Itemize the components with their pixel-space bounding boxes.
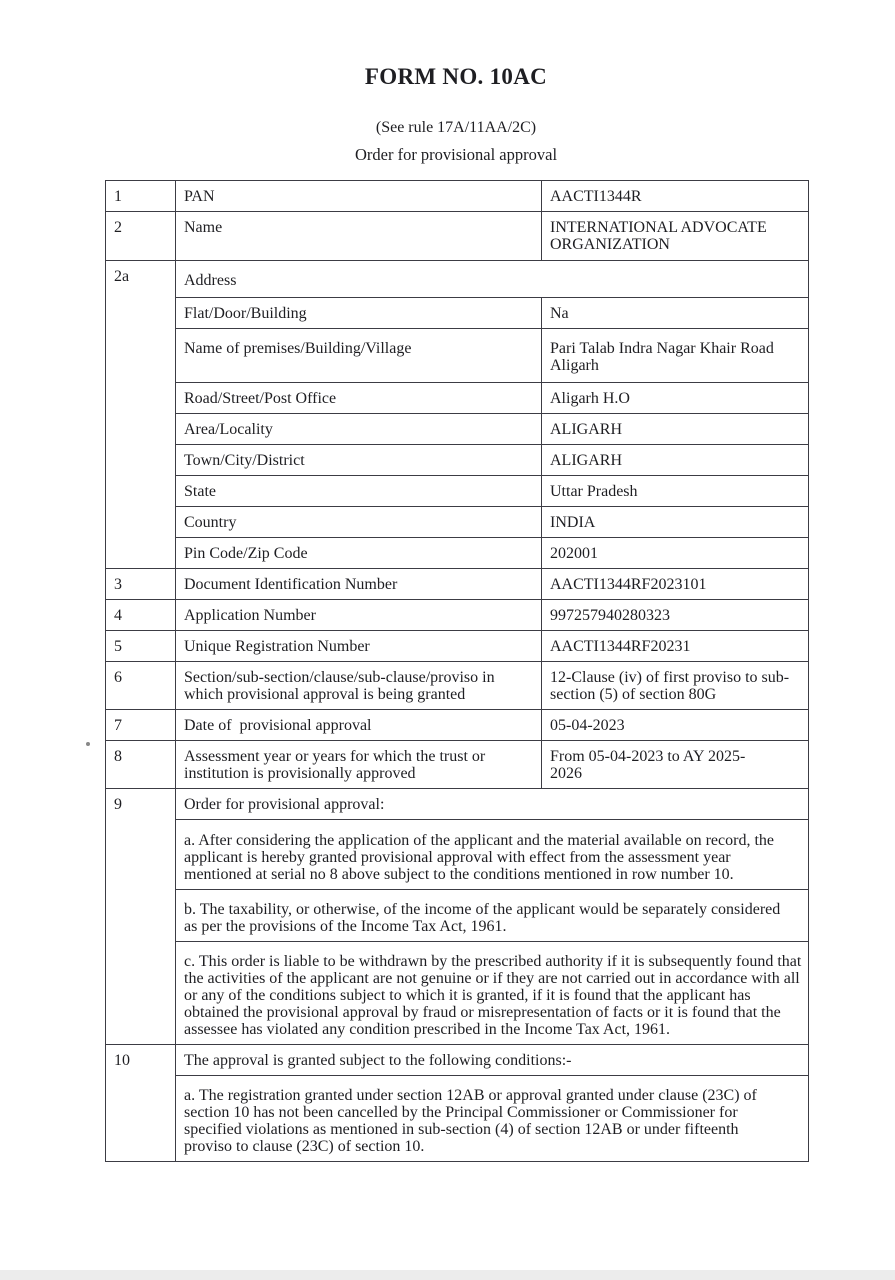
row-number: 2a [106,261,176,569]
field-value: AACTI1344R [542,181,809,212]
name-line-1: INTERNATIONAL ADVOCATE [550,219,767,236]
address-area [106,414,809,445]
conditions-clause-a [106,1076,809,1162]
field-label: State [176,476,542,507]
field-label: Date of provisional approval [176,710,542,741]
field-value: ALIGARH [542,445,809,476]
name-line-2: ORGANIZATION [550,236,670,253]
field-value: 05-04-2023 [542,710,809,741]
row-name [106,212,809,261]
row-number: 10 [106,1045,176,1162]
field-value: AACTI1344RF20231 [542,631,809,662]
field-label: Order for provisional approval: [176,789,809,820]
form-table [105,180,809,1162]
row-number: 3 [106,569,176,600]
field-label: Name of premises/Building/Village [176,329,542,383]
field-label: Name [176,212,542,261]
address-flat [106,298,809,329]
scan-speck [86,742,90,746]
row-number: 7 [106,710,176,741]
address-state [106,476,809,507]
field-label: Area/Locality [176,414,542,445]
address-road [106,383,809,414]
row-number: 4 [106,600,176,631]
order-clause-b [106,890,809,942]
address-premises [106,329,809,383]
row-number: 9 [106,789,176,1045]
field-label: Road/Street/Post Office [176,383,542,414]
field-value: Uttar Pradesh [542,476,809,507]
field-value: Na [542,298,809,329]
form-subtitle: Order for provisional approval [354,145,558,164]
row-address [106,261,809,298]
row-number: 2 [106,212,176,261]
row-pan [106,181,809,212]
field-label: The approval is granted subject to the following conditions:- [176,1045,809,1076]
clause-text: b. The taxability, or otherwise, of the income of the applicant would be separately considered as per the provisions of the Income Tax Act, 1961. [176,890,809,942]
field-value [542,212,809,261]
page-bottom-edge [0,1270,895,1280]
order-clause-c [106,942,809,1045]
row-order [106,789,809,820]
row-urn [106,631,809,662]
field-label: Application Number [176,600,542,631]
field-label: Document Identification Number [176,569,542,600]
clause-text: a. The registration granted under section 12AB or approval granted under clause (23C) of section 10 has not been cancelled by the Principal Commissioner or Commissioner for specified violations as mentioned in sub-section (4) of section 12AB or under fifteenth proviso to clause (23C) of section 10. [176,1076,809,1162]
field-value: 202001 [542,538,809,569]
row-approval-date [106,710,809,741]
field-label: Address [176,261,809,298]
row-application-number [106,600,809,631]
field-label: Country [176,507,542,538]
row-number: 1 [106,181,176,212]
field-label: Pin Code/Zip Code [176,538,542,569]
field-value: Pari Talab Indra Nagar Khair Road Aligarh [542,329,809,383]
row-number: 6 [106,662,176,710]
field-label: Assessment year or years for which the trust or institution is provisionally approved [176,741,542,789]
field-label: PAN [176,181,542,212]
field-value: ALIGARH [542,414,809,445]
address-pin [106,538,809,569]
order-clause-a [106,820,809,890]
form-title: FORM NO. 10AC [364,64,548,89]
field-value: 997257940280323 [542,600,809,631]
field-label: Town/City/District [176,445,542,476]
form-rule-reference: (See rule 17A/11AA/2C) [375,119,537,136]
field-value: AACTI1344RF2023101 [542,569,809,600]
row-number: 8 [106,741,176,789]
field-label: Unique Registration Number [176,631,542,662]
address-country [106,507,809,538]
field-value: 12-Clause (iv) of first proviso to sub-section (5) of section 80G [542,662,809,710]
field-label: Section/sub-section/clause/sub-clause/proviso in which provisional approval is being granted [176,662,542,710]
address-town [106,445,809,476]
field-value: Aligarh H.O [542,383,809,414]
field-value: From 05-04-2023 to AY 2025-2026 [542,741,809,789]
row-din [106,569,809,600]
field-value: INDIA [542,507,809,538]
row-conditions [106,1045,809,1076]
clause-text: a. After considering the application of the applicant and the material available on record, the applicant is hereby granted provisional approval with effect from the assessment year mentioned at serial no 8 above subject to the conditions mentioned in row number 10. [176,820,809,890]
row-number: 5 [106,631,176,662]
row-assessment-years [106,741,809,789]
clause-text: c. This order is liable to be withdrawn by the prescribed authority if it is subsequently found that the activities of the applicant are not genuine or if they are not carried out in accordance with all or any of the conditions subject to which it is granted, if it is found that the applicant has obtained the provisional approval by fraud or misrepresentation of facts or it is found that the assessee has violated any condition prescribed in the Income Tax Act, 1961. [176,942,809,1045]
field-label: Flat/Door/Building [176,298,542,329]
row-section [106,662,809,710]
